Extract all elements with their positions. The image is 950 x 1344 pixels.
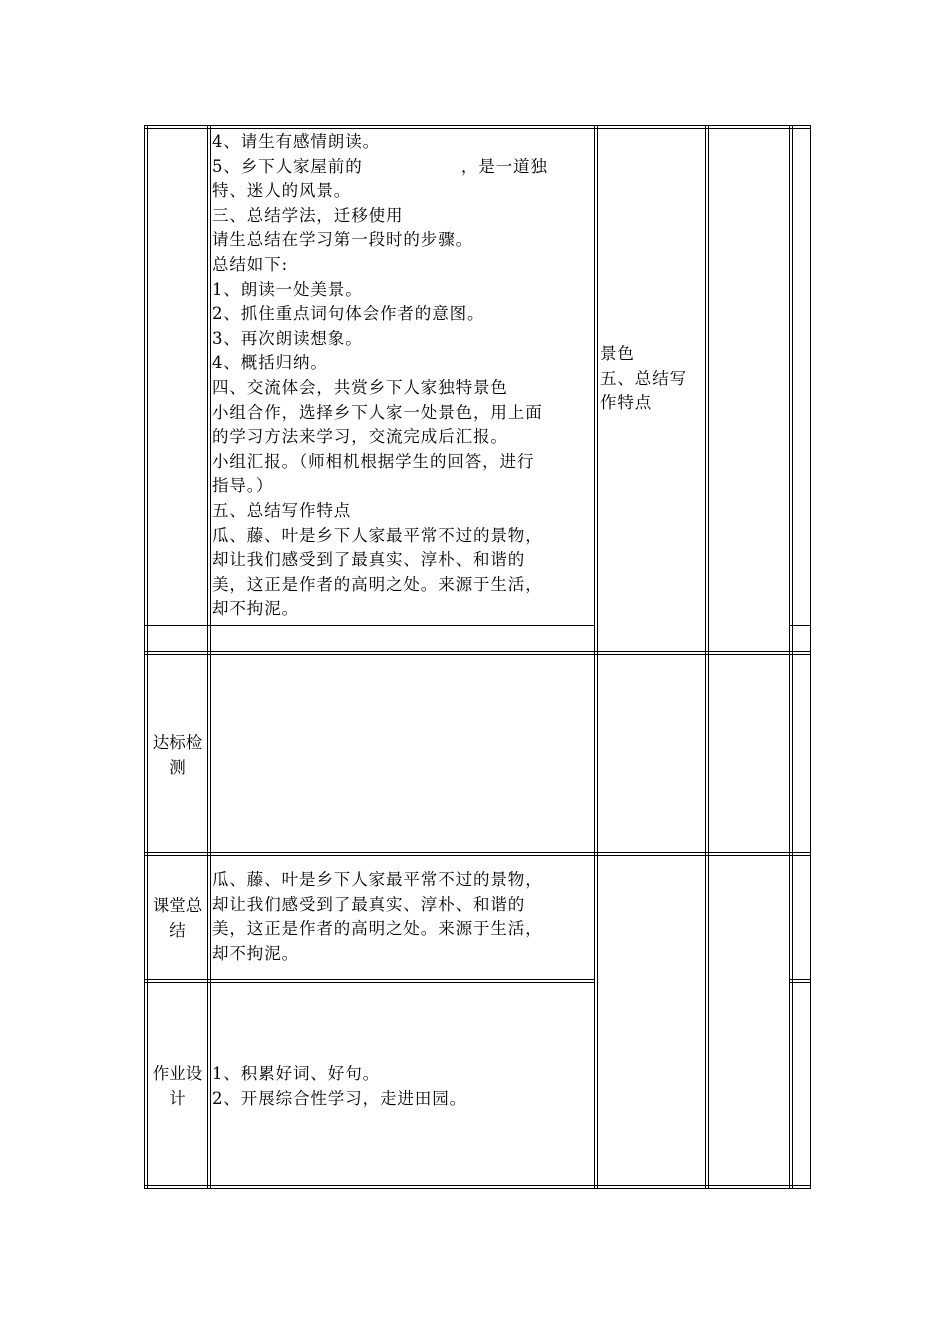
col-divider-1 [207,125,208,1189]
process-line: 总结如下: [212,254,289,274]
summary-line: 却不拘泥。 [212,943,299,963]
process-line: 1、朗读一处美景。 [212,279,363,299]
summary-line: 美，这正是作者的高明之处。来源于生活， [212,919,543,939]
table-bottom-border [144,1185,811,1186]
row-divider-3b [144,855,811,856]
process-line: 的学习方法来学习，交流完成后汇报。 [212,427,508,447]
col-divider-4b [792,125,793,1189]
row-divider-4r [789,979,811,980]
board-design-text [600,342,704,416]
homework-line: 1、积累好词、好句。 [212,1064,380,1083]
row-divider-4 [144,979,595,980]
homework-line: 2、开展综合性学习，走进田园。 [212,1088,467,1108]
process-line: 指导。） [212,476,274,496]
summary-label [148,894,207,943]
table-right-border [810,125,811,1189]
process-line: 四、交流体会，共赏乡下人家独特景色 [212,377,508,397]
process-line: 小组合作，选择乡下人家一处景色，用上面 [212,402,543,422]
check-label-line: 测 [169,757,186,777]
process-line: 5、乡下人家屋前的 ，是一道独 [212,156,548,176]
process-line: 却让我们感受到了最真实、淳朴、和谐的 [212,550,526,570]
row-divider-1r [789,625,811,626]
process-line: 请生总结在学习第一段时的步骤。 [212,230,473,250]
col-divider-1b [210,125,211,1189]
row-divider-4rb [789,982,811,983]
process-line: 特、迷人的风景。 [212,181,352,201]
homework-content [212,1062,592,1111]
row-divider-2 [144,651,811,652]
board-line: 景色 [600,344,635,363]
summary-line: 瓜、藤、叶是乡下人家最平常不过的景物， [212,870,543,889]
row-divider-3 [144,852,811,853]
summary-label-line: 课堂总 [152,896,203,915]
process-line: 五、总结写作特点 [212,500,352,520]
summary-line: 却让我们感受到了最真实、淳朴、和谐的 [212,894,526,914]
process-line: 4、请生有感情朗读。 [212,132,380,151]
process-line: 瓜、藤、叶是乡下人家最平常不过的景物， [212,525,543,545]
summary-content [212,868,592,966]
summary-label-line: 结 [169,920,186,940]
homework-label [148,1062,207,1111]
process-line: 三、总结学法，迁移使用 [212,205,404,225]
process-line: 小组汇报。（师相机根据学生的回答，进行 [212,451,535,471]
col-divider-2 [594,125,595,1189]
table-left-border [144,125,145,1189]
table-top-border [144,125,811,126]
col-divider-4 [789,125,790,1189]
process-line: 却不拘泥。 [212,599,299,619]
homework-label-line: 计 [169,1088,186,1108]
row-divider-4b [144,982,595,983]
table-top-border-inner [144,128,811,129]
check-label-line: 达标检 [152,733,203,752]
check-label [148,731,207,780]
board-line: 作特点 [600,393,653,413]
row-divider-2b [144,654,811,655]
homework-label-line: 作业设 [152,1064,203,1083]
teaching-process-text [212,130,592,622]
process-line: 2、抓住重点词句体会作者的意图。 [212,304,485,324]
col-divider-2b [597,125,598,1189]
row-divider-1 [144,625,594,626]
process-line: 美，这正是作者的高明之处。来源于生活， [212,574,543,594]
col-divider-3b [708,125,709,1189]
process-line: 4、概括归纳。 [212,353,328,373]
table-bottom-border-inner [144,1188,811,1189]
col-divider-3 [705,125,706,1189]
table-left-border-inner [147,125,148,1189]
board-line: 五、总结写 [600,368,687,388]
process-line: 3、再次朗读想象。 [212,328,363,348]
